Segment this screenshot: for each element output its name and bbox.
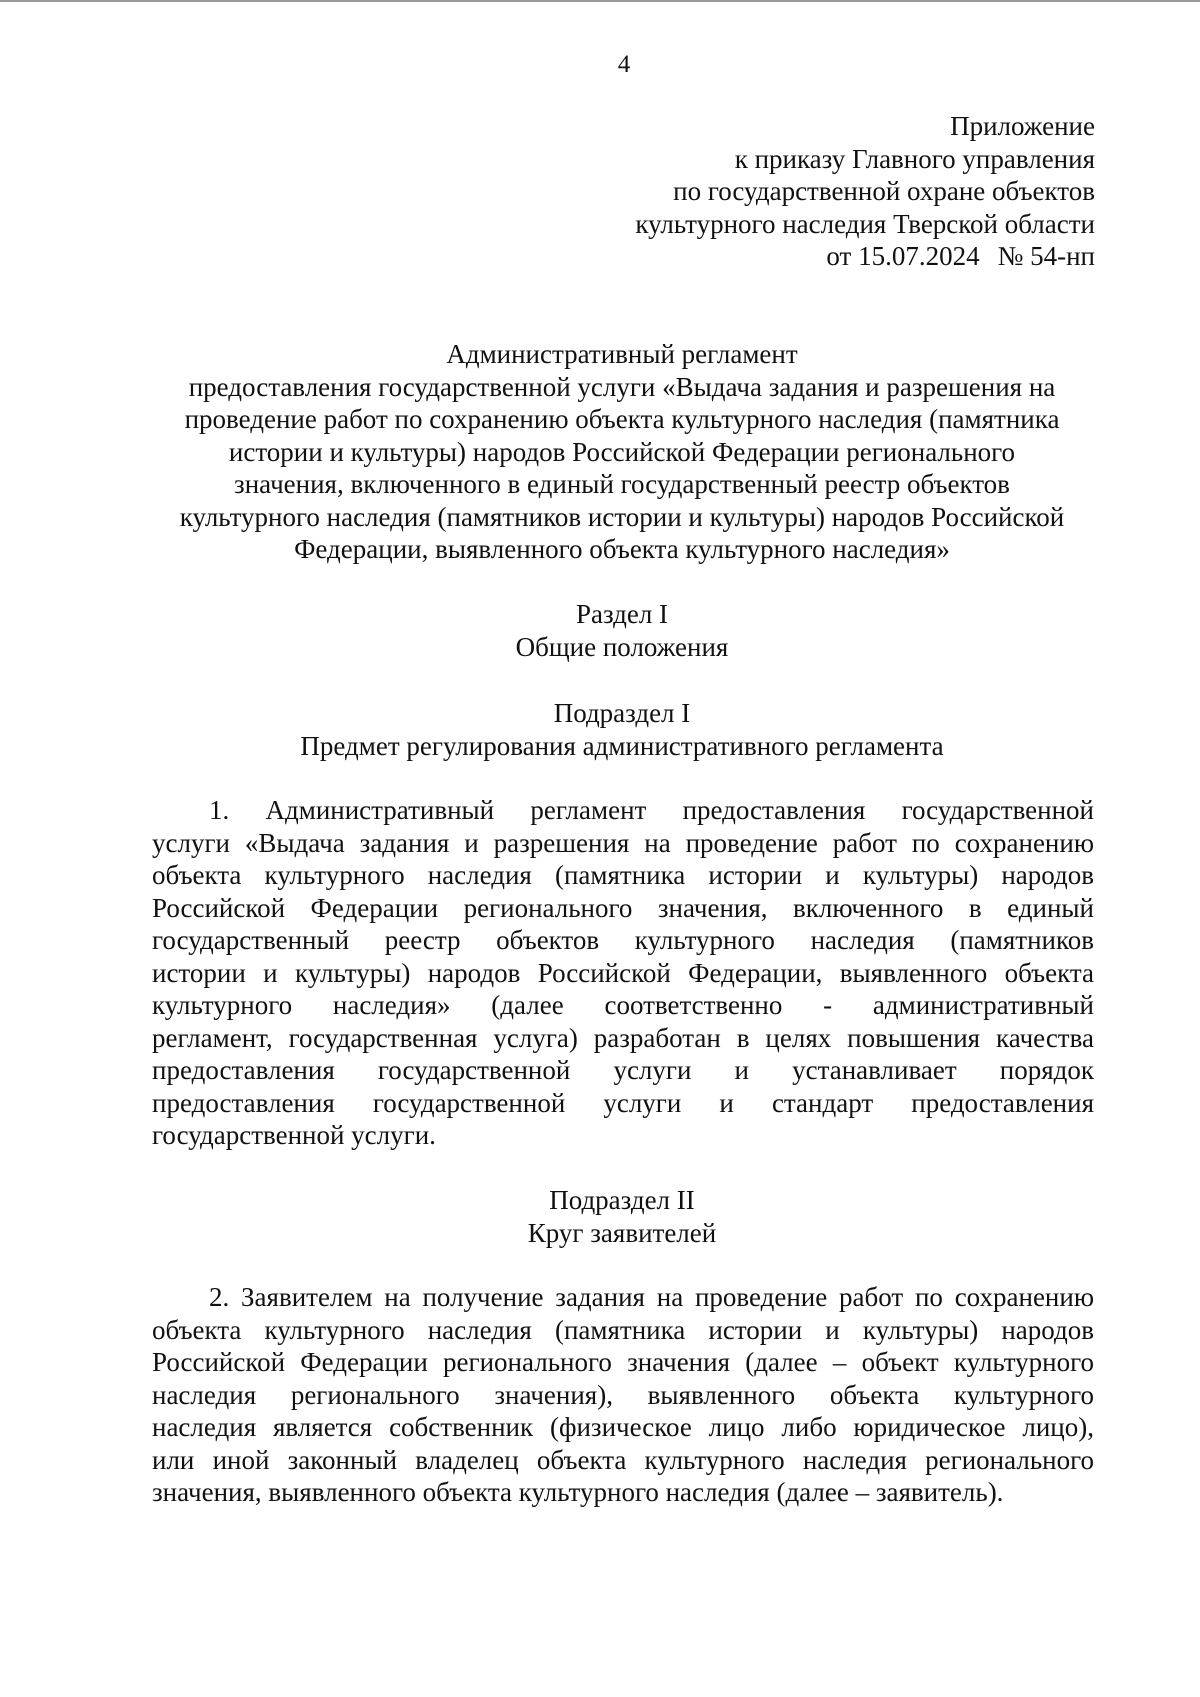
approval-line: Приложение bbox=[950, 111, 1095, 141]
title-line: культурного наследия (памятников истории и культуры) народов Российской bbox=[179, 501, 1065, 532]
approval-block bbox=[635, 110, 1095, 273]
paragraph-1-line: государственной услуги. bbox=[152, 1120, 436, 1150]
section-name: Общие положения bbox=[515, 631, 729, 662]
subsection-1-name: Предмет регулирования административного регламента bbox=[300, 730, 944, 761]
paragraph-1-line: регламент, государственная услуга) разработан в целях повышения качества bbox=[152, 1022, 1094, 1053]
section-heading bbox=[152, 598, 1092, 663]
approval-line: к приказу Главного управления bbox=[734, 143, 1095, 174]
title-line: предоставления государственной услуги «Выдача задания и разрешения на bbox=[188, 371, 1056, 402]
order-number: № 54-нп bbox=[997, 241, 1095, 271]
order-date: от 15.07.2024 bbox=[826, 241, 980, 271]
title-line: Федерации, выявленного объекта культурного наследия» bbox=[294, 534, 950, 564]
page-number: 4 bbox=[617, 51, 631, 78]
title-line: истории и культуры) народов Российской Федерации регионального bbox=[228, 436, 1016, 467]
paragraph-2-line: наследия является собственник (физическое лицо либо юридическое лицо), bbox=[152, 1412, 1094, 1442]
approval-line: по государственной охране объектов bbox=[673, 176, 1095, 206]
paragraph-2-line: наследия регионального значения), выявленного объекта культурного bbox=[152, 1379, 1094, 1410]
paragraph-1-line: культурного наследия» (далее соответственно - административный bbox=[152, 990, 1094, 1020]
paragraph-1-line: государственный реестр объектов культурного наследия (памятников bbox=[152, 925, 1094, 955]
document-title bbox=[152, 338, 1092, 566]
paragraph-1-line: Российской Федерации регионального значения, включенного в единый bbox=[152, 892, 1094, 923]
paragraph-1-line: предоставления государственной услуги и стандарт предоставления bbox=[152, 1087, 1094, 1118]
title-line: проведение работ по сохранению объекта культурного наследия (памятника bbox=[184, 404, 1060, 434]
paragraph-2-line: 2. Заявителем на получение задания на проведение работ по сохранению bbox=[209, 1282, 1094, 1312]
paragraph-1-line: истории и культуры) народов Российской Федерации, выявленного объекта bbox=[152, 957, 1094, 988]
approval-date-line bbox=[635, 240, 1095, 273]
paragraph-1-line: 1. Административный регламент предоставления государственной bbox=[209, 795, 1094, 825]
subsection-1-number: Подраздел I bbox=[553, 698, 691, 728]
paragraph-2-line: объекта культурного наследия (памятника истории и культуры) народов bbox=[152, 1314, 1094, 1345]
subsection-2-heading bbox=[152, 1184, 1092, 1249]
paragraph-2-line: значения, выявленного объекта культурного наследия (далее – заявитель). bbox=[152, 1477, 1004, 1507]
subsection-1-heading bbox=[152, 697, 1092, 762]
subsection-2-number: Подраздел II bbox=[549, 1185, 695, 1215]
paragraph-2-line: или иной законный владелец объекта культурного наследия регионального bbox=[152, 1444, 1094, 1475]
paragraph-2 bbox=[152, 1281, 1094, 1509]
title-line: значения, включенного в единый государственный реестр объектов bbox=[234, 469, 1010, 499]
title-line: Административный регламент bbox=[446, 339, 798, 369]
paragraph-1 bbox=[152, 794, 1094, 1152]
paragraph-1-line: предоставления государственной услуги и устанавливает порядок bbox=[152, 1055, 1094, 1085]
paragraph-2-line: Российской Федерации регионального значения (далее – объект культурного bbox=[152, 1347, 1094, 1377]
section-number: Раздел I bbox=[575, 599, 669, 629]
paragraph-1-line: услуги «Выдача задания и разрешения на проведение работ по сохранению bbox=[152, 827, 1094, 858]
subsection-2-name: Круг заявителей bbox=[527, 1217, 717, 1248]
approval-line: культурного наследия Тверской области bbox=[635, 208, 1095, 239]
paragraph-1-line: объекта культурного наследия (памятника истории и культуры) народов bbox=[152, 860, 1094, 890]
page-top-edge bbox=[0, 0, 1200, 2]
